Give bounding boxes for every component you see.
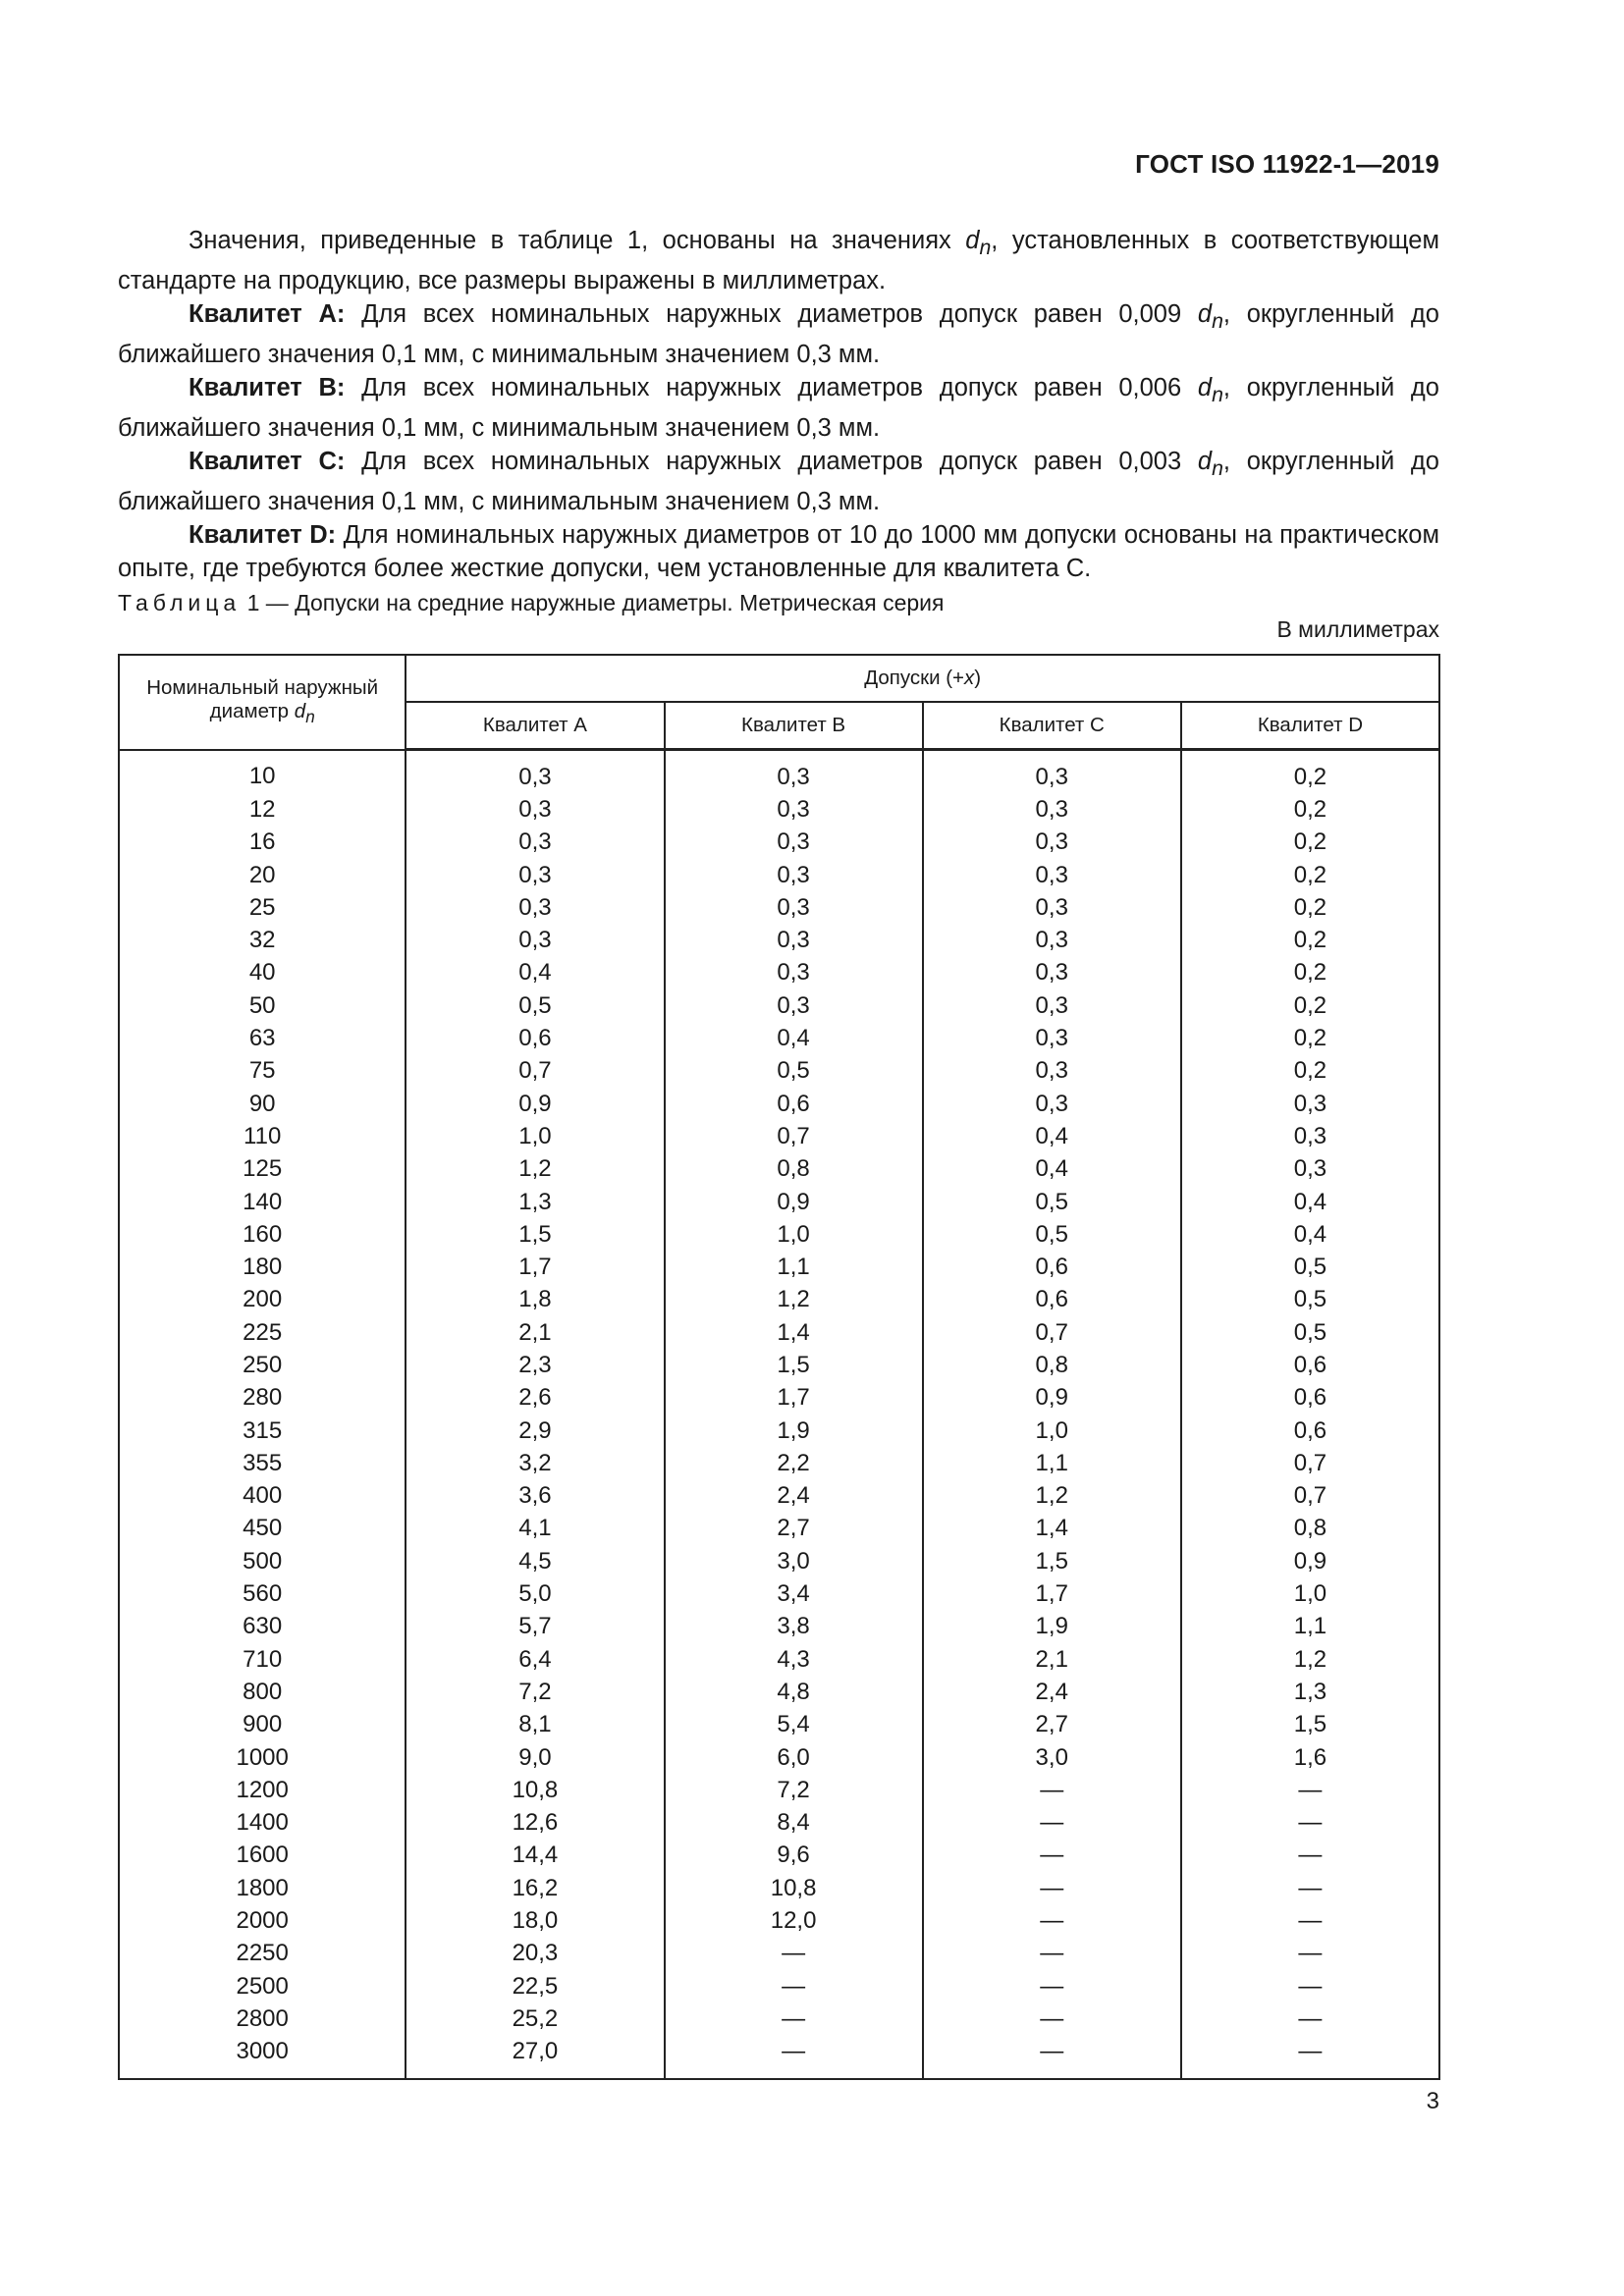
cell-tolerance: — (1181, 1970, 1439, 2002)
cell-tolerance: 7,2 (406, 1676, 664, 1708)
cell-tolerance: 5,4 (665, 1709, 923, 1741)
header-tolerances (406, 655, 1439, 702)
cell-tolerance: 1,4 (665, 1316, 923, 1349)
cell-tolerance: 0,9 (923, 1382, 1181, 1415)
cell-tolerance: 0,3 (406, 750, 664, 794)
cell-tolerance: 0,3 (923, 859, 1181, 891)
cell-tolerance: — (923, 1904, 1181, 1937)
cell-nominal-diameter: 1800 (119, 1872, 406, 1904)
cell-tolerance: 8,1 (406, 1709, 664, 1741)
cell-tolerance: — (923, 1970, 1181, 2002)
table-row (119, 1872, 1439, 1904)
cell-nominal-diameter: 160 (119, 1218, 406, 1251)
cell-nominal-diameter: 140 (119, 1186, 406, 1218)
cell-tolerance: 0,5 (1181, 1284, 1439, 1316)
cell-tolerance: 0,3 (923, 989, 1181, 1022)
cell-tolerance: 0,3 (665, 989, 923, 1022)
header-grade-c: Квалитет С (923, 702, 1181, 750)
table-row (119, 1088, 1439, 1120)
cell-tolerance: — (1181, 1938, 1439, 1970)
header-tolerances-x: x (964, 667, 975, 689)
table-row (119, 827, 1439, 859)
table-row (119, 1904, 1439, 1937)
intro-text-part: , установленных в соответствующем стандарте на продукцию, все размеры выражены в миллиметрах. (118, 227, 1439, 295)
header-tolerances-close: ) (974, 667, 982, 689)
table-row (119, 957, 1439, 989)
cell-tolerance: 4,5 (406, 1545, 664, 1577)
grade-b-text: Для всех номинальных наружных диаметров допуск равен 0,006 (345, 374, 1198, 402)
header-grade-d: Квалитет D (1181, 702, 1439, 750)
table-row (119, 1349, 1439, 1381)
cell-tolerance: 1,7 (923, 1577, 1181, 1610)
cell-nominal-diameter: 12 (119, 793, 406, 826)
cell-tolerance: 1,0 (665, 1218, 923, 1251)
table-row (119, 1840, 1439, 1872)
cell-tolerance: 0,3 (406, 859, 664, 891)
cell-tolerance: 1,5 (1181, 1709, 1439, 1741)
cell-tolerance: — (1181, 1904, 1439, 1937)
table-row (119, 1709, 1439, 1741)
cell-tolerance: 1,1 (1181, 1611, 1439, 1643)
table-caption (118, 590, 945, 616)
cell-nominal-diameter: 2250 (119, 1938, 406, 1970)
cell-tolerance: — (923, 1872, 1181, 1904)
cell-tolerance: 0,7 (665, 1120, 923, 1152)
cell-tolerance: 0,6 (923, 1251, 1181, 1283)
cell-nominal-diameter: 40 (119, 957, 406, 989)
cell-tolerance: 1,2 (1181, 1643, 1439, 1676)
cell-tolerance: 0,3 (665, 827, 923, 859)
table-row (119, 1577, 1439, 1610)
cell-tolerance: 1,0 (923, 1415, 1181, 1447)
cell-tolerance: 7,2 (665, 1774, 923, 1806)
cell-nominal-diameter: 1200 (119, 1774, 406, 1806)
table-row (119, 1284, 1439, 1316)
symbol-n: n (979, 236, 992, 260)
cell-tolerance: 0,3 (665, 957, 923, 989)
cell-tolerance: 0,3 (665, 891, 923, 924)
cell-tolerance: 0,6 (1181, 1349, 1439, 1381)
table-row (119, 1611, 1439, 1643)
cell-tolerance: 0,4 (923, 1120, 1181, 1152)
intro-text-part: Значения, приведенные в таблице 1, основаны на значениях (189, 227, 966, 254)
cell-nominal-diameter: 560 (119, 1577, 406, 1610)
symbol-d: d (965, 227, 980, 254)
intro-text (118, 224, 1439, 585)
cell-tolerance: — (923, 1938, 1181, 1970)
page-number: 3 (1426, 2088, 1439, 2114)
grade-d-paragraph (118, 518, 1439, 585)
cell-tolerance: 0,9 (665, 1186, 923, 1218)
cell-tolerance: 0,7 (406, 1055, 664, 1088)
cell-nominal-diameter: 50 (119, 989, 406, 1022)
cell-tolerance: 0,3 (665, 859, 923, 891)
cell-tolerance: 1,9 (665, 1415, 923, 1447)
cell-tolerance: 4,8 (665, 1676, 923, 1708)
table-row (119, 2036, 1439, 2079)
cell-tolerance: 5,7 (406, 1611, 664, 1643)
cell-tolerance: 1,2 (665, 1284, 923, 1316)
cell-nominal-diameter: 500 (119, 1545, 406, 1577)
cell-tolerance: 1,3 (406, 1186, 664, 1218)
cell-tolerance: 0,6 (406, 1022, 664, 1054)
cell-tolerance: 3,4 (665, 1577, 923, 1610)
cell-tolerance: 0,3 (923, 891, 1181, 924)
cell-tolerance: 10,8 (406, 1774, 664, 1806)
cell-tolerance: 3,2 (406, 1447, 664, 1479)
cell-nominal-diameter: 280 (119, 1382, 406, 1415)
cell-tolerance: 2,3 (406, 1349, 664, 1381)
cell-tolerance: 0,3 (923, 1022, 1181, 1054)
cell-tolerance: 2,7 (665, 1513, 923, 1545)
cell-tolerance: 0,2 (1181, 1055, 1439, 1088)
cell-tolerance: 1,5 (665, 1349, 923, 1381)
symbol-n: n (305, 708, 315, 727)
cell-nominal-diameter: 450 (119, 1513, 406, 1545)
table-row (119, 2002, 1439, 2035)
table-row (119, 1774, 1439, 1806)
cell-nominal-diameter: 250 (119, 1349, 406, 1381)
table-row (119, 1382, 1439, 1415)
cell-nominal-diameter: 125 (119, 1153, 406, 1186)
cell-nominal-diameter: 75 (119, 1055, 406, 1088)
cell-tolerance: 25,2 (406, 2002, 664, 2035)
standard-code-header: ГОСТ ISO 11922-1—2019 (1135, 149, 1439, 179)
cell-tolerance: — (923, 2002, 1181, 2035)
grade-a-paragraph (118, 297, 1439, 371)
cell-tolerance: 0,4 (1181, 1218, 1439, 1251)
cell-tolerance: 12,0 (665, 1904, 923, 1937)
cell-tolerance: 0,3 (923, 793, 1181, 826)
cell-tolerance: 0,9 (1181, 1545, 1439, 1577)
cell-nominal-diameter: 90 (119, 1088, 406, 1120)
table-row (119, 750, 1439, 794)
cell-nominal-diameter: 16 (119, 827, 406, 859)
cell-tolerance: 0,5 (665, 1055, 923, 1088)
cell-tolerance: 0,2 (1181, 957, 1439, 989)
cell-nominal-diameter: 2500 (119, 1970, 406, 2002)
cell-tolerance: 0,3 (923, 924, 1181, 956)
cell-tolerance: 2,1 (923, 1643, 1181, 1676)
grade-b-paragraph (118, 371, 1439, 445)
table-row (119, 1415, 1439, 1447)
cell-tolerance: 0,7 (1181, 1480, 1439, 1513)
cell-nominal-diameter: 710 (119, 1643, 406, 1676)
cell-tolerance: 0,2 (1181, 989, 1439, 1022)
cell-tolerance: 0,8 (665, 1153, 923, 1186)
cell-nominal-diameter: 180 (119, 1251, 406, 1283)
cell-tolerance: 0,4 (923, 1153, 1181, 1186)
symbol-d: d (1197, 300, 1213, 329)
cell-tolerance: — (665, 2036, 923, 2079)
cell-tolerance: 3,0 (665, 1545, 923, 1577)
cell-nominal-diameter: 800 (119, 1676, 406, 1708)
table-row (119, 1251, 1439, 1283)
cell-tolerance: 4,1 (406, 1513, 664, 1545)
symbol-d: d (1197, 374, 1213, 402)
cell-tolerance: 1,7 (665, 1382, 923, 1415)
cell-tolerance: — (923, 2036, 1181, 2079)
table-row (119, 1120, 1439, 1152)
cell-tolerance: 27,0 (406, 2036, 664, 2079)
cell-nominal-diameter: 355 (119, 1447, 406, 1479)
cell-tolerance: — (665, 1938, 923, 1970)
cell-nominal-diameter: 630 (119, 1611, 406, 1643)
cell-tolerance: 9,0 (406, 1741, 664, 1774)
table-row (119, 1513, 1439, 1545)
cell-tolerance: — (665, 2002, 923, 2035)
cell-tolerance: 1,1 (665, 1251, 923, 1283)
grade-a-label: Квалитет А: (189, 300, 346, 329)
cell-nominal-diameter: 1400 (119, 1807, 406, 1840)
cell-tolerance: 0,5 (923, 1186, 1181, 1218)
table-row (119, 989, 1439, 1022)
table-row (119, 793, 1439, 826)
cell-nominal-diameter: 315 (119, 1415, 406, 1447)
table-row (119, 1480, 1439, 1513)
cell-tolerance: 0,8 (923, 1349, 1181, 1381)
cell-tolerance: 1,2 (406, 1153, 664, 1186)
cell-tolerance: 0,3 (406, 891, 664, 924)
cell-tolerance: 5,0 (406, 1577, 664, 1610)
cell-tolerance: 16,2 (406, 1872, 664, 1904)
cell-nominal-diameter: 63 (119, 1022, 406, 1054)
cell-tolerance: 0,3 (665, 793, 923, 826)
cell-tolerance: 2,4 (665, 1480, 923, 1513)
grade-d-text: Для номинальных наружных диаметров от 10 до 1000 мм допуски основаны на практическом опыте, где требуются более жесткие допуски, чем установленные для квалитета С. (118, 521, 1440, 583)
cell-tolerance: 0,3 (406, 827, 664, 859)
cell-tolerance: — (923, 1774, 1181, 1806)
cell-tolerance: 2,7 (923, 1709, 1181, 1741)
cell-tolerance: 0,3 (1181, 1088, 1439, 1120)
cell-nominal-diameter: 2000 (119, 1904, 406, 1937)
header-nominal-text: Номинальный наружный диаметр (146, 676, 379, 723)
cell-nominal-diameter: 225 (119, 1316, 406, 1349)
cell-tolerance: 1,0 (406, 1120, 664, 1152)
symbol-n: n (1212, 309, 1223, 334)
cell-tolerance: 2,2 (665, 1447, 923, 1479)
table-row (119, 1938, 1439, 1970)
cell-tolerance: 6,4 (406, 1643, 664, 1676)
cell-tolerance: 0,2 (1181, 1022, 1439, 1054)
table-row (119, 1676, 1439, 1708)
cell-tolerance: — (923, 1840, 1181, 1872)
table-row (119, 1218, 1439, 1251)
cell-tolerance: 1,0 (1181, 1577, 1439, 1610)
symbol-n: n (1212, 383, 1223, 407)
cell-tolerance: 0,3 (1181, 1153, 1439, 1186)
table-caption-text: 1 — Допуски на средние наружные диаметры. Метрическая серия (241, 590, 945, 615)
grade-c-paragraph (118, 445, 1439, 518)
header-grade-a: Квалитет А (406, 702, 664, 750)
grade-a-text-end: , округленный до ближайшего значения 0,1 мм, с минимальным значением 0,3 мм. (118, 300, 1439, 369)
cell-tolerance: 0,3 (406, 924, 664, 956)
cell-tolerance: 0,3 (923, 1088, 1181, 1120)
cell-tolerance: 0,3 (923, 827, 1181, 859)
cell-tolerance: 0,3 (1181, 1120, 1439, 1152)
grade-b-text-end: , округленный до ближайшего значения 0,1 мм, с минимальным значением 0,3 мм. (118, 374, 1439, 443)
cell-tolerance: 1,2 (923, 1480, 1181, 1513)
table-row (119, 1741, 1439, 1774)
cell-tolerance: 2,6 (406, 1382, 664, 1415)
cell-tolerance: 0,4 (406, 957, 664, 989)
cell-tolerance: 1,3 (1181, 1676, 1439, 1708)
cell-tolerance: 0,3 (406, 793, 664, 826)
cell-tolerance: — (923, 1807, 1181, 1840)
cell-nominal-diameter: 2800 (119, 2002, 406, 2035)
cell-tolerance: 0,5 (923, 1218, 1181, 1251)
table-row (119, 1447, 1439, 1479)
cell-tolerance: 8,4 (665, 1807, 923, 1840)
grade-d-label: Квалитет D: (189, 521, 337, 550)
grade-b-label: Квалитет В: (189, 374, 346, 402)
grade-c-label: Квалитет С: (189, 448, 346, 476)
cell-tolerance: 0,4 (665, 1022, 923, 1054)
cell-tolerance: — (1181, 1840, 1439, 1872)
table-row (119, 891, 1439, 924)
cell-tolerance: — (1181, 1807, 1439, 1840)
cell-nominal-diameter: 32 (119, 924, 406, 956)
cell-tolerance: 12,6 (406, 1807, 664, 1840)
table-row (119, 1186, 1439, 1218)
cell-tolerance: 0,9 (406, 1088, 664, 1120)
header-nominal-diameter (119, 655, 406, 750)
symbol-n: n (1212, 456, 1223, 481)
cell-tolerance: 0,6 (1181, 1415, 1439, 1447)
cell-tolerance: 0,7 (923, 1316, 1181, 1349)
cell-tolerance: 0,7 (1181, 1447, 1439, 1479)
cell-tolerance: 1,7 (406, 1251, 664, 1283)
cell-tolerance: 0,2 (1181, 793, 1439, 826)
table-row (119, 1643, 1439, 1676)
header-grade-b: Квалитет В (665, 702, 923, 750)
intro-paragraph (118, 224, 1439, 297)
cell-nominal-diameter: 110 (119, 1120, 406, 1152)
cell-tolerance: 2,1 (406, 1316, 664, 1349)
cell-nominal-diameter: 1000 (119, 1741, 406, 1774)
cell-tolerance: 3,8 (665, 1611, 923, 1643)
cell-nominal-diameter: 900 (119, 1709, 406, 1741)
cell-tolerance: 0,5 (1181, 1316, 1439, 1349)
table-units: В миллиметрах (1276, 616, 1439, 642)
cell-tolerance: 0,2 (1181, 924, 1439, 956)
cell-tolerance: 0,4 (1181, 1186, 1439, 1218)
cell-tolerance: 0,2 (1181, 827, 1439, 859)
cell-nominal-diameter: 10 (119, 750, 406, 794)
table-row (119, 1807, 1439, 1840)
grade-c-text: Для всех номинальных наружных диаметров допуск равен 0,003 (345, 448, 1198, 476)
symbol-d: d (1197, 448, 1213, 476)
cell-tolerance: 2,4 (923, 1676, 1181, 1708)
table-row (119, 1022, 1439, 1054)
cell-tolerance: 0,6 (923, 1284, 1181, 1316)
cell-tolerance: 0,3 (923, 1055, 1181, 1088)
cell-tolerance: 18,0 (406, 1904, 664, 1937)
cell-tolerance: 22,5 (406, 1970, 664, 2002)
cell-tolerance: 0,3 (923, 750, 1181, 794)
table-caption-word: Таблица (118, 590, 242, 615)
cell-nominal-diameter: 400 (119, 1480, 406, 1513)
cell-tolerance: 4,3 (665, 1643, 923, 1676)
cell-tolerance: 2,9 (406, 1415, 664, 1447)
cell-tolerance: 6,0 (665, 1741, 923, 1774)
cell-nominal-diameter: 25 (119, 891, 406, 924)
cell-tolerance: 0,3 (665, 924, 923, 956)
table-row (119, 859, 1439, 891)
cell-tolerance: — (1181, 2036, 1439, 2079)
table-row (119, 1545, 1439, 1577)
table-row (119, 1316, 1439, 1349)
cell-tolerance: — (1181, 1774, 1439, 1806)
cell-tolerance: 1,6 (1181, 1741, 1439, 1774)
cell-tolerance: 0,6 (1181, 1382, 1439, 1415)
grade-a-text: Для всех номинальных наружных диаметров допуск равен 0,009 (345, 300, 1198, 329)
table-body (119, 750, 1439, 2079)
cell-tolerance: 20,3 (406, 1938, 664, 1970)
cell-tolerance: 1,4 (923, 1513, 1181, 1545)
cell-tolerance: 1,5 (923, 1545, 1181, 1577)
cell-tolerance: 14,4 (406, 1840, 664, 1872)
cell-tolerance: 0,2 (1181, 859, 1439, 891)
cell-tolerance: 10,8 (665, 1872, 923, 1904)
cell-tolerance: 0,5 (406, 989, 664, 1022)
cell-nominal-diameter: 1600 (119, 1840, 406, 1872)
cell-tolerance: 1,8 (406, 1284, 664, 1316)
cell-tolerance: — (1181, 2002, 1439, 2035)
cell-tolerance: 3,6 (406, 1480, 664, 1513)
cell-tolerance: 0,8 (1181, 1513, 1439, 1545)
cell-tolerance: 9,6 (665, 1840, 923, 1872)
cell-tolerance: 3,0 (923, 1741, 1181, 1774)
cell-nominal-diameter: 200 (119, 1284, 406, 1316)
cell-nominal-diameter: 3000 (119, 2036, 406, 2079)
table-row (119, 1970, 1439, 2002)
cell-tolerance: 1,9 (923, 1611, 1181, 1643)
cell-tolerance: 1,5 (406, 1218, 664, 1251)
tolerance-table (118, 654, 1440, 2080)
symbol-d: d (294, 700, 306, 723)
cell-tolerance: 0,6 (665, 1088, 923, 1120)
table-row (119, 1055, 1439, 1088)
grade-c-text-end: , округленный до ближайшего значения 0,1 мм, с минимальным значением 0,3 мм. (118, 448, 1439, 516)
cell-nominal-diameter: 20 (119, 859, 406, 891)
header-tolerances-text: Допуски (+ (864, 667, 965, 689)
cell-tolerance: 0,5 (1181, 1251, 1439, 1283)
cell-tolerance: 1,1 (923, 1447, 1181, 1479)
cell-tolerance: 0,3 (923, 957, 1181, 989)
cell-tolerance: — (665, 1970, 923, 2002)
table-row (119, 924, 1439, 956)
cell-tolerance: 0,2 (1181, 891, 1439, 924)
cell-tolerance: 0,2 (1181, 750, 1439, 794)
table-row (119, 1153, 1439, 1186)
cell-tolerance: 0,3 (665, 750, 923, 794)
cell-tolerance: — (1181, 1872, 1439, 1904)
